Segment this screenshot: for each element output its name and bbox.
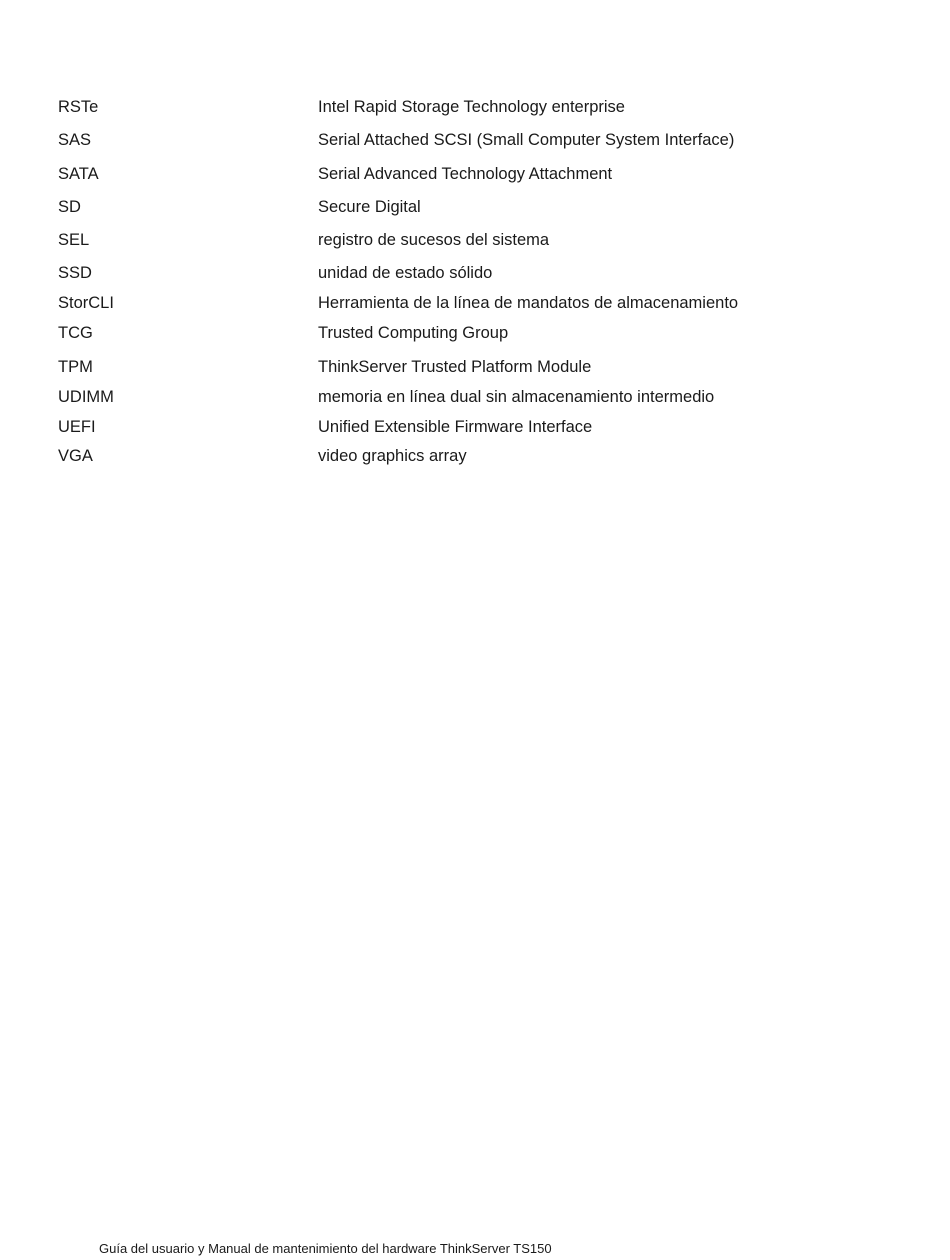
- glossary-term: RSTe: [58, 98, 99, 116]
- glossary-row: [58, 162, 898, 186]
- glossary-term: SEL: [58, 231, 90, 249]
- glossary-row: [58, 444, 898, 468]
- glossary-row: [58, 195, 898, 219]
- glossary-definition: Herramienta de la línea de mandatos de almacenamiento: [318, 294, 739, 312]
- glossary-row: [58, 128, 898, 152]
- glossary-row: [58, 321, 898, 345]
- glossary-definition: video graphics array: [318, 447, 467, 465]
- page-footer: Guía del usuario y Manual de mantenimiento del hardware ThinkServer TS150: [99, 1241, 552, 1256]
- glossary-definition: Serial Attached SCSI (Small Computer System Interface): [318, 131, 735, 149]
- glossary-row: [58, 355, 898, 379]
- glossary-term: UDIMM: [58, 388, 114, 406]
- glossary-term: VGA: [58, 447, 93, 465]
- glossary-definition: ThinkServer Trusted Platform Module: [318, 358, 592, 376]
- glossary-term: SATA: [58, 165, 99, 183]
- glossary-definition: Intel Rapid Storage Technology enterprise: [318, 98, 625, 116]
- glossary-definition: Unified Extensible Firmware Interface: [318, 418, 593, 436]
- glossary-row: [58, 385, 898, 409]
- glossary-definition: memoria en línea dual sin almacenamiento intermedio: [318, 388, 715, 406]
- glossary-definition: Secure Digital: [318, 198, 421, 216]
- glossary-term: TPM: [58, 358, 93, 376]
- glossary-term: UEFI: [58, 418, 96, 436]
- glossary-row: [58, 228, 898, 252]
- glossary-row: [58, 415, 898, 439]
- glossary-definition: registro de sucesos del sistema: [318, 231, 550, 249]
- glossary-term: StorCLI: [58, 294, 114, 312]
- glossary-row: [58, 261, 898, 285]
- glossary-definition: Serial Advanced Technology Attachment: [318, 165, 613, 183]
- glossary-term: SAS: [58, 131, 92, 149]
- glossary-term: TCG: [58, 324, 93, 342]
- glossary-definition: Trusted Computing Group: [318, 324, 509, 342]
- glossary-row: [58, 291, 898, 315]
- glossary-term: SD: [58, 198, 81, 216]
- glossary-definition: unidad de estado sólido: [318, 264, 493, 282]
- glossary-term: SSD: [58, 264, 92, 282]
- glossary-row: [58, 95, 898, 119]
